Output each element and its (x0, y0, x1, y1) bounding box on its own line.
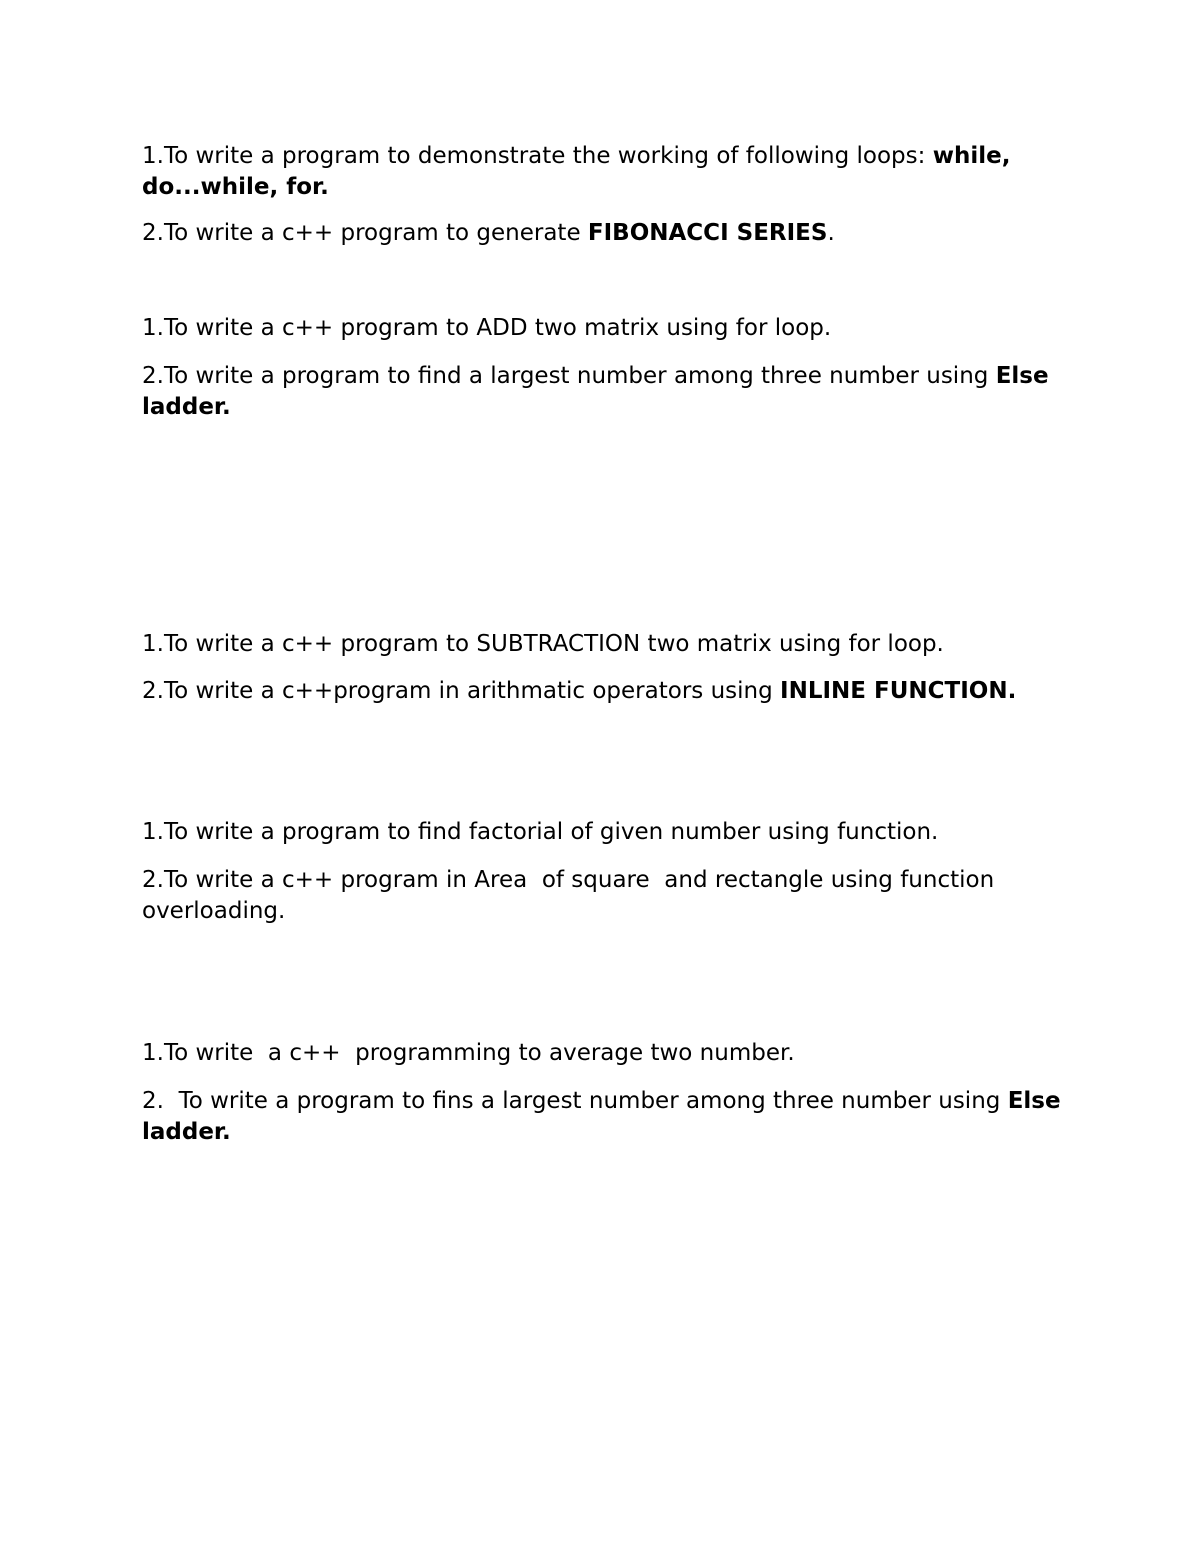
section-3-item-2 (142, 676, 1062, 707)
item-text: 1.To write a program to find factorial of given number using function. (142, 819, 939, 845)
item-bold-text: Else ladder. (142, 1088, 1069, 1145)
section-1-item-2 (142, 218, 1062, 249)
item-text: 2.To write a c++ program in Area of square and rectangle using function overloading. (142, 867, 1002, 924)
item-text: 1.To write a program to demonstrate the working of following loops: (142, 143, 933, 169)
item-text: 2.To write a program to find a largest number among three number using (142, 363, 996, 389)
section-4-item-2 (142, 865, 1062, 927)
item-bold-text: while, do...while, for. (142, 143, 1019, 200)
section-5-item-1 (142, 1038, 1062, 1069)
item-bold-text: FIBONACCI SERIES (587, 220, 828, 246)
item-text: 2.To write a c++program in arithmatic operators using (142, 678, 781, 704)
section-5-item-2 (142, 1086, 1069, 1148)
item-text: 1.To write a c++ program to ADD two matrix using for loop. (142, 315, 832, 341)
item-bold-text: Else ladder. (142, 363, 1057, 420)
item-bold-text: INLINE FUNCTION. (780, 678, 1017, 704)
section-1-item-1 (142, 141, 1062, 203)
item-text: 2. To write a program to fins a largest number among three number using (142, 1088, 1008, 1114)
item-after-text: . (827, 220, 835, 246)
item-text: 2.To write a c++ program to generate (142, 220, 588, 246)
section-3-item-1 (142, 629, 1062, 660)
item-text: 1.To write a c++ program to SUBTRACTION two matrix using for loop. (142, 631, 944, 657)
item-text: 1.To write a c++ programming to average two number. (142, 1040, 795, 1066)
section-4-item-1 (142, 817, 1062, 848)
section-2-item-2 (142, 361, 1062, 423)
section-2-item-1 (142, 313, 1062, 344)
